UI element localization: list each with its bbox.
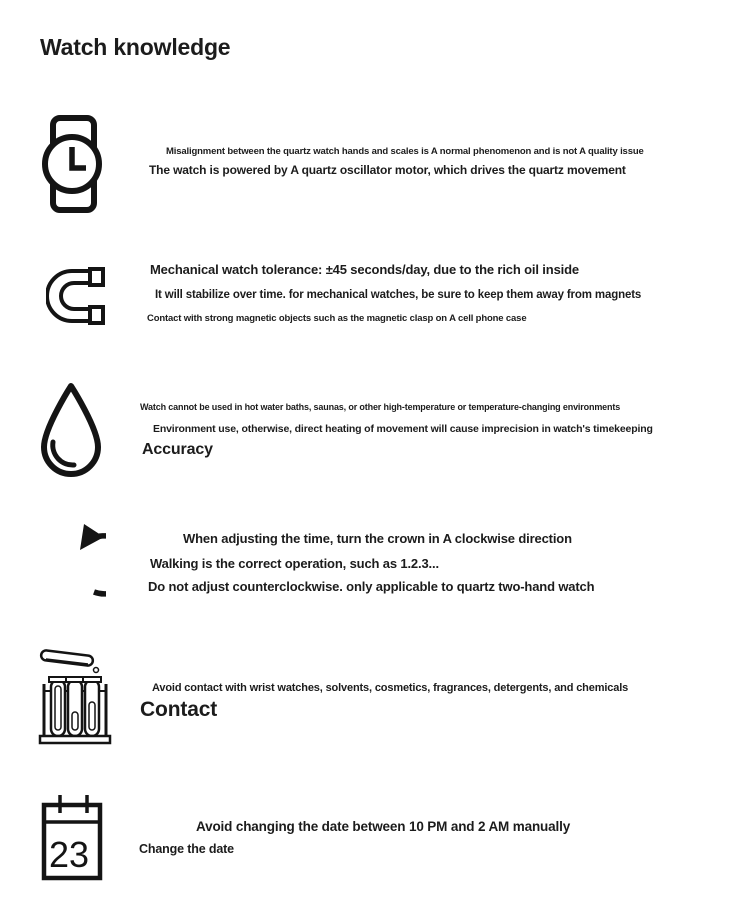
page-title: Watch knowledge bbox=[40, 34, 231, 60]
contact-heading: Contact bbox=[140, 698, 218, 721]
quartz-note-small: Misalignment between the quartz watch hands and scales is A normal phenomenon and is not A quality issue bbox=[166, 146, 644, 157]
date-note-sub: Change the date bbox=[139, 842, 234, 856]
wrist-watch-icon bbox=[42, 114, 104, 214]
magnet-note-main: Mechanical watch tolerance: ±45 seconds/day, due to the rich oil inside bbox=[150, 262, 579, 277]
test-tubes-icon bbox=[38, 646, 112, 746]
accuracy-note-small: Watch cannot be used in hot water baths, saunas, or other high-temperature or temperature-changing environments bbox=[140, 402, 621, 412]
crown-note-3: Do not adjust counterclockwise. only applicable to quartz two-hand watch bbox=[148, 579, 595, 594]
crown-note-1: When adjusting the time, turn the crown in A clockwise direction bbox=[183, 531, 572, 546]
water-drop-icon bbox=[38, 381, 104, 479]
magnet-icon bbox=[46, 266, 106, 326]
clockwise-arrow-icon bbox=[40, 522, 106, 612]
date-note-main: Avoid changing the date between 10 PM and 2 AM manually bbox=[196, 819, 571, 834]
crown-note-2: Walking is the correct operation, such as 1.2.3... bbox=[150, 556, 439, 571]
accuracy-note-mid: Environment use, otherwise, direct heating of movement will cause imprecision in watch's timekeeping bbox=[153, 423, 653, 435]
calendar-icon bbox=[40, 792, 104, 882]
contact-note-small: Avoid contact with wrist watches, solvents, cosmetics, fragrances, detergents, and chemicals bbox=[152, 682, 629, 694]
quartz-note-main: The watch is powered by A quartz oscillator motor, which drives the quartz movement bbox=[149, 163, 626, 177]
magnet-note-small: Contact with strong magnetic objects such as the magnetic clasp on A cell phone case bbox=[147, 313, 527, 324]
magnet-note-mid: It will stabilize over time. for mechanical watches, be sure to keep them away from magnets bbox=[155, 289, 642, 301]
calendar-day-number: 23 bbox=[48, 834, 90, 875]
accuracy-heading: Accuracy bbox=[142, 441, 213, 458]
